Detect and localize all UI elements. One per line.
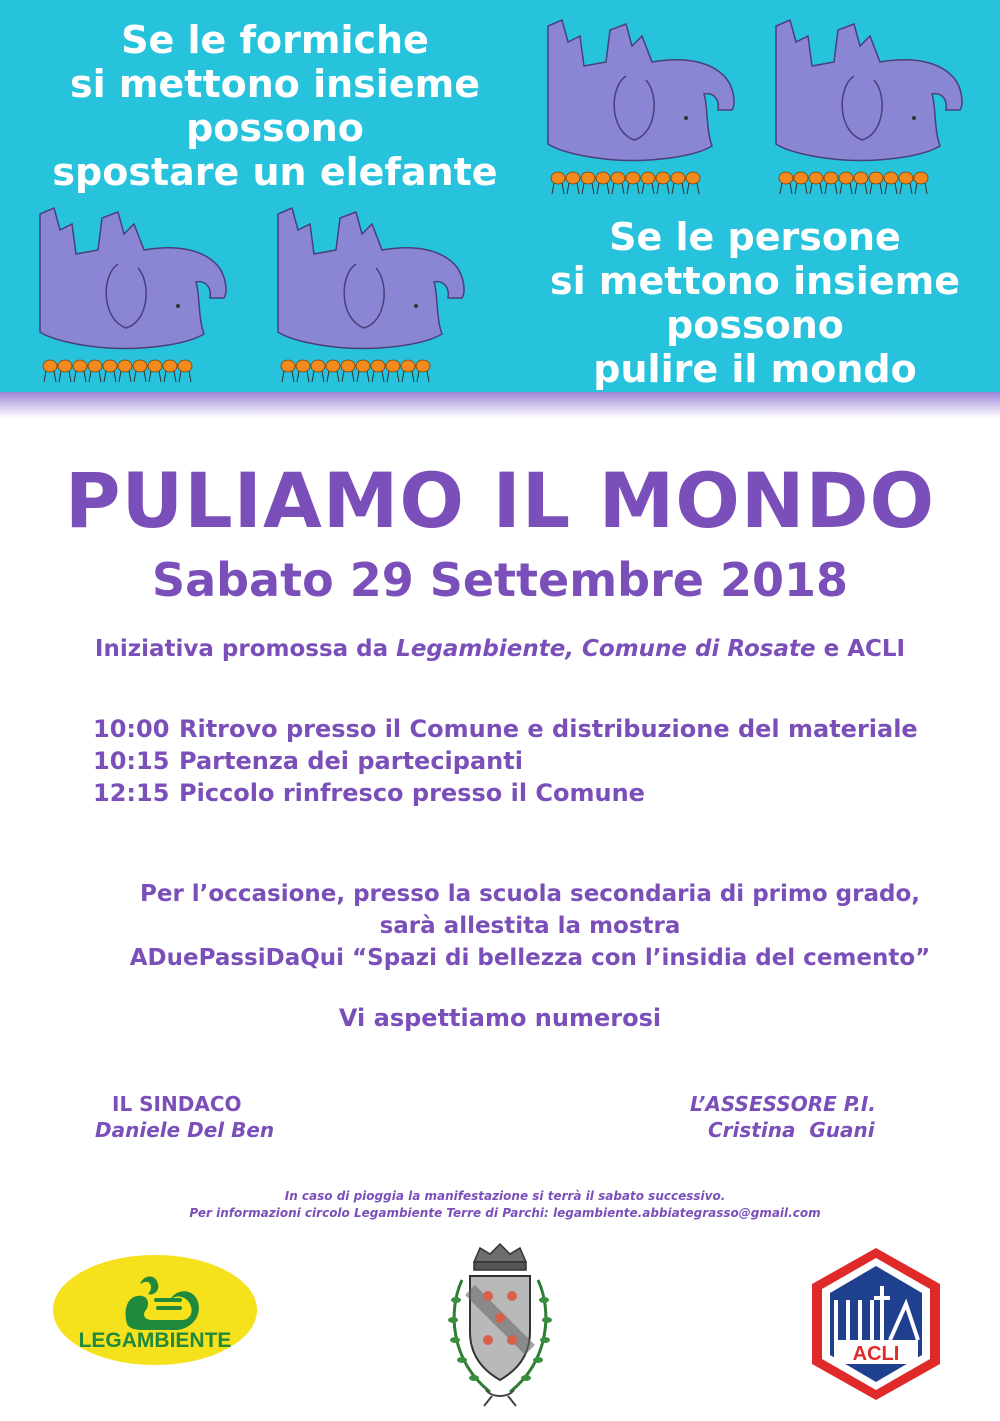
ant-icon (596, 172, 610, 184)
schedule-time: 10:15 (93, 747, 170, 775)
ant-legs (104, 371, 116, 382)
ant-legs (149, 371, 161, 382)
ant-legs (44, 371, 56, 382)
ant-legs (915, 183, 927, 194)
elephant-illustration (28, 194, 238, 392)
elephant-body (776, 20, 962, 160)
slogan-people (520, 215, 990, 391)
ant-legs (89, 371, 101, 382)
ant-legs (825, 183, 837, 194)
ant-icon (326, 360, 340, 372)
welcome-message: Vi aspettiamo numerosi (338, 1004, 662, 1032)
ant-icon (73, 360, 87, 372)
ant-legs (164, 371, 176, 382)
ant-icon (869, 172, 883, 184)
ant-icon (611, 172, 625, 184)
event-date: Sabato 29 Settembre 2018 (151, 553, 849, 607)
promo-org-2: ACLI (847, 636, 906, 662)
notice-line: sarà allestita la mostra (379, 913, 681, 939)
slogan-line: si mettono insieme (550, 259, 960, 303)
ant-icon (779, 172, 793, 184)
elephant-illustration (764, 6, 974, 206)
ant-legs (900, 183, 912, 194)
slogan-line: possono (666, 303, 844, 347)
acli-wordmark: ACLI (852, 1343, 900, 1365)
signature-mayor (95, 1091, 335, 1143)
ant-icon (551, 172, 565, 184)
footnote-line: In caso di pioggia la manifestazione si terrà il sabato successivo. (284, 1189, 726, 1203)
ant-legs (297, 371, 309, 382)
ant-icon (163, 360, 177, 372)
ant-icon (103, 360, 117, 372)
slogan-line: si mettono insieme (70, 62, 480, 106)
ant-legs (795, 183, 807, 194)
promoters (0, 636, 1000, 662)
ant-legs (119, 371, 131, 382)
ant-legs (179, 371, 191, 382)
ant-icon (686, 172, 700, 184)
acli-logo (806, 1244, 946, 1404)
ant-icon (133, 360, 147, 372)
elephant-illustration (266, 194, 476, 392)
slogan-line: possono (186, 106, 364, 150)
ant-icon (809, 172, 823, 184)
ant-legs (870, 183, 882, 194)
ant-legs (312, 371, 324, 382)
ant-legs (567, 183, 579, 194)
ant-legs (672, 183, 684, 194)
ant-icon (581, 172, 595, 184)
ant-icon (386, 360, 400, 372)
slogan-line: pulire il mondo (593, 347, 917, 391)
ant-legs (687, 183, 699, 194)
ant-icon (566, 172, 580, 184)
ant-icon (58, 360, 72, 372)
ant-legs (59, 371, 71, 382)
ant-icon (341, 360, 355, 372)
elephant-body (548, 20, 734, 160)
ant-icon (656, 172, 670, 184)
elephant-eye (414, 304, 418, 308)
ant-icon (281, 360, 295, 372)
ant-icon (401, 360, 415, 372)
banner-shadow (0, 392, 1000, 418)
signature-councillor (690, 1091, 950, 1143)
ant-icon (914, 172, 928, 184)
signature-name: Daniele Del Ben (95, 1118, 275, 1142)
ant-legs (342, 371, 354, 382)
ant-legs (74, 371, 86, 382)
elephant-eye (176, 304, 180, 308)
ant-icon (641, 172, 655, 184)
ant-legs (327, 371, 339, 382)
ant-icon (416, 360, 430, 372)
ant-icon (899, 172, 913, 184)
ant-icon (371, 360, 385, 372)
ant-legs (282, 371, 294, 382)
promo-prefix: Iniziativa promossa da (94, 636, 397, 662)
ant-icon (824, 172, 838, 184)
schedule-time: 10:00 (93, 715, 170, 743)
elephant-eye (684, 116, 688, 120)
ant-legs (657, 183, 669, 194)
ant-icon (148, 360, 162, 372)
ant-legs (134, 371, 146, 382)
slogan-line: spostare un elefante (52, 150, 498, 194)
schedule-activity: Ritrovo presso il Comune e distribuzione del materiale (179, 715, 918, 743)
ant-legs (402, 371, 414, 382)
notice-line: ADuePassiDaQui “Spazi di bellezza con l’insidia del cemento” (129, 945, 931, 971)
ant-legs (780, 183, 792, 194)
schedule-time: 12:15 (93, 779, 170, 807)
ant-icon (794, 172, 808, 184)
ant-icon (43, 360, 57, 372)
promo-org-1: Legambiente, Comune di Rosate (396, 636, 816, 662)
ant-icon (839, 172, 853, 184)
ant-icon (356, 360, 370, 372)
ant-icon (311, 360, 325, 372)
exhibition-notice (0, 878, 1000, 974)
page-title: PULIAMO IL MONDO (64, 456, 936, 545)
schedule (93, 715, 973, 811)
ant-legs (387, 371, 399, 382)
ant-icon (884, 172, 898, 184)
ant-legs (582, 183, 594, 194)
ant-icon (118, 360, 132, 372)
ant-legs (612, 183, 624, 194)
footnote (0, 1188, 1000, 1222)
ant-legs (357, 371, 369, 382)
elephant-body (278, 208, 464, 348)
signature-role: IL SINDACO (112, 1092, 242, 1116)
ant-icon (626, 172, 640, 184)
footnote-line: Per informazioni circolo Legambiente Terre di Parchi: legambiente.abbiategrasso@gmail.com (189, 1206, 821, 1220)
ant-legs (597, 183, 609, 194)
ant-legs (372, 371, 384, 382)
slogan-ants (10, 18, 540, 194)
elephant-body (40, 208, 226, 348)
banner (0, 0, 1000, 392)
schedule-activity: Piccolo rinfresco presso il Comune (179, 779, 645, 807)
slogan-line: Se le persone (609, 215, 901, 259)
slogan-line: Se le formiche (121, 18, 429, 62)
signature-name: Cristina Guani (708, 1118, 875, 1142)
comune-coat-of-arms (440, 1240, 560, 1412)
elephant-eye (912, 116, 916, 120)
ant-legs (855, 183, 867, 194)
ant-legs (810, 183, 822, 194)
promo-connector: e (815, 636, 848, 662)
ant-icon (178, 360, 192, 372)
ant-legs (627, 183, 639, 194)
schedule-row (93, 715, 973, 747)
ant-icon (854, 172, 868, 184)
ant-icon (296, 360, 310, 372)
ant-icon (671, 172, 685, 184)
legambiente-logo (52, 1254, 258, 1366)
ant-legs (885, 183, 897, 194)
schedule-activity: Partenza dei partecipanti (179, 747, 523, 775)
legambiente-wordmark: LEGAMBIENTE (78, 1329, 232, 1352)
ant-legs (840, 183, 852, 194)
signature-role: L’ASSESSORE P.I. (690, 1092, 876, 1116)
notice-line: Per l’occasione, presso la scuola secondaria di primo grado, (139, 881, 920, 907)
ant-legs (552, 183, 564, 194)
ant-legs (417, 371, 429, 382)
ant-icon (88, 360, 102, 372)
ant-legs (642, 183, 654, 194)
elephant-illustration (536, 6, 746, 206)
schedule-row (93, 747, 973, 779)
schedule-row (93, 779, 973, 811)
